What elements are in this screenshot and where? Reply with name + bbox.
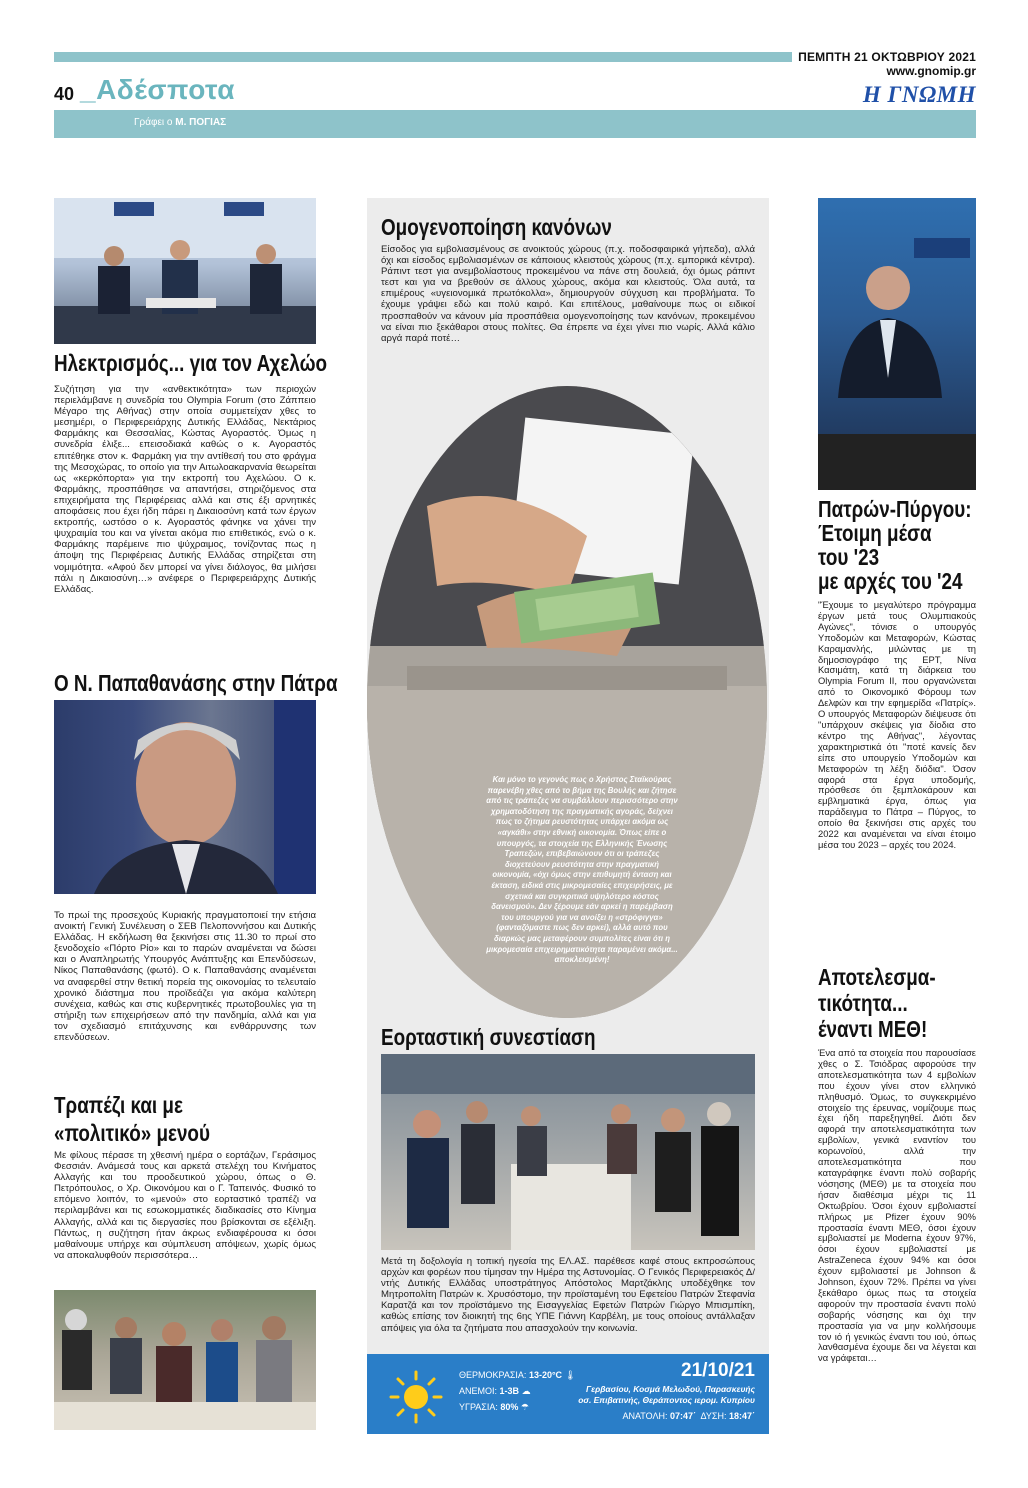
sun-times: ΑΝΑΤΟΛΗ: 07:47΄ ΔΥΣΗ: 18:47΄ — [622, 1411, 755, 1421]
article-title: Πατρών-Πύργου: — [818, 496, 972, 522]
page-number: 40 — [54, 84, 75, 104]
saints-line-2: οσ. Επιβατινής, Θεράποντος ιερομ. Κυπρίου — [578, 1395, 755, 1405]
article-body: "Έχουμε το μεγαλύτερο πρόγραμμα έργων μετά τους Ολυμπιακούς Αγώνες", τόνισε ο υπουργός Υποδομών και Μεταφορών, Κώστας Καραμανλής, μιλώντας με τη δημοσιογράφο της ΕΡΤ, Νίνα Κασιμάτη, κατά τη διάρκεια του Olympia Forum ΙΙ, που οργανώνεται από το Οικονομικό Φόρουμ των Δελφών και την εφημερίδα «Πατρίς». Ο υπουργός Μεταφορών διέψευσε ότι "υπάρχουν σκέψεις για δίοδια στο κέντρο της Αθήνας", λέγοντας χαρακτηριστικά ότι "ποτέ κανείς δεν είπε στο υπουργείο Υποδομών και Μεταφορών τη λέξη διόδια". Όσον αφορά στα έργα υποδομής, πρόσθεσε ότι ξεμπλοκάρουν και εμβληματικά έργα, όπως για παράδειγμα το Πάτρα – Πύργος, το οποίο θα ξεκινήσει στις αρχές του 2022 και αναμένεται να είναι έτοιμο μέσα του 2023 – αρχές του 2024. — [818, 599, 976, 850]
police-reception-photo — [381, 1054, 755, 1250]
karamanlis-photo — [818, 198, 976, 490]
weather-box — [367, 1354, 769, 1434]
issue-date: ΠΕΜΠΤΗ 21 ΟΚΤΩΒΡΙΟΥ 2021 — [792, 50, 976, 64]
forum-panel-photo — [54, 198, 316, 344]
thermometer-icon: 🌡 — [564, 1370, 577, 1380]
article-title: τικότητα... — [818, 990, 908, 1016]
section-title: _Αδέσποτα — [80, 74, 235, 105]
article-title: Ο Ν. Παπαθανάσης στην Πάτρα — [54, 670, 338, 696]
article-body: Μετά τη δοξολογία η τοπική ηγεσία της ΕΛ.ΑΣ. παρέθεσε καφέ στους εκπροσώπους αρχών και φορέων που τίμησαν την Ημέρα της Αστυνομίας. Ο Γενικός Περιφερειακός Δ/ντής Δυτικής Ελλάδας υποστράτηγος Απόστολος Μαρτζάκλης υποδέχθηκε τον Μητροπολίτη Πατρών κ. Χρυσόστομο, την προϊσταμένη του Εφετείου Πατρών Στεφανία Καρατζά και τον προϊστάμενο της Εισαγγελίας Εφετών Πατρών Γιώργο Μπισμπίκη, καθώς επίσης τον διοικητή της 6ης ΥΠΕ Γιάννη Καρβέλη, με τους οποίους αντάλλαξαν απόψεις για όλα τα ζητήματα που απασχολούν την κοινωνία. — [381, 1256, 755, 1334]
byline-author: Μ. ΠΟΓΙΑΣ — [175, 117, 227, 128]
article-title: με αρχές του '24 — [818, 568, 963, 594]
reception-illustration — [381, 1054, 755, 1250]
article-body: Συζήτηση για την «ανθεκτικότητα» των περιοχών περιελάμβανε η συνεδρία του Olympia Forum (στο Ζάππειο Μέγαρο της Αθήνας) στην οποία συμμετείχαν χθες το μεσημέρι, ο Περιφερειάρχης Δυτικής Ελλάδας, Νεκτάριος Φαρμάκης και Θεσσαλίας, Κώστας Αγοραστός. Όμως η συνεδρία έλιξε... επεισοδιακά καθώς ο κ. Αγοραστός επιτέθηκε στον κ. Φαρμάκη για την αντίθεσή του στο φράγμα της Μεσοχώρας, το οποίο για την Αιτωλοακαρνανία θεωρείται ως «κερκόπορτα» για την εκτροπή του Αχελώου. Ο κ. Φαρμάκης, προσπάθησε να απαντήσει, στηριζόμενος στα επιχειρήματα της Περιφέρειας αλλά και στις έξι αρνητικές αποφάσεις που έχει ήδη πάρει η Δικαιοσύνη κατά των έργων εκτροπής, ωστόσο ο κ. Αγοραστός φάνηκε να χάνει την ψυχραιμία του και να γίνεται ακόμα πιο επιθετικός, ενώ ο κ. Φαρμάκης παρέμεινε πιο ψύχραιμος, τονίζοντας πως η άποψη της Περιφέρειας Δυτικής Ελλάδας στηρίζεται στη νομιμότητα. «Αφού δεν μπορεί να γίνει διάλογος, θα μιλήσει πάλι η Δικαιοσύνη…» ανέφερε ο Περιφερειάρχης Δυτικής Ελλάδας. — [54, 384, 316, 595]
forum-panel-illustration — [54, 198, 316, 344]
humidity-icon: ☂ — [520, 1402, 529, 1412]
article-body: Με φίλους πέρασε τη χθεσινή ημέρα ο εορτάζων, Γεράσιμος Φεσσιάν. Ανάμεσά τους και αρκετά στελέχη του Κινήματος Αλλαγής και του προοδευτικού χώρου, όπως ο Θ. Πετρόπουλος, ο Χρ. Οικονόμου και ο Γ. Ταπεινός. Φυσικό το επόμενο λοιπόν, το «μενού» στο εορταστικό τραπέζι να περιλαμβάνει και τις εσωκομματικές διαδικασίες στο Κίνημα Αλλαγής, αλλά και τις διεργασίες που βρίσκονται σε εξέλιξη. Πάντως, η συζήτηση ήταν άκρως ενδιαφέρουσα κι όσοι μαθαίνουμε υπήρχε και σύμπλευση απόψεων, χωρίς όμως να αποκαλυφθούν περισσότερα… — [54, 1150, 316, 1261]
saints-line-1: Γερβασίου, Κοσμά Μελωδού, Παρασκευής — [586, 1384, 755, 1394]
friends-photo — [54, 1290, 316, 1430]
article-body: Το πρωί της προσεχούς Κυριακής πραγματοποιεί την ετήσια ανοικτή Γενική Συνέλευση ο ΣΕΒ Πελοποννήσου και Δυτικής Ελλάδας. Η εκδήλωση θα ξεκινήσει στις 11.30 το πρωί στο ξενοδοχείο «Πόρτο Ρίο» και το παρών αναμένεται να δώσει και ο Αναπληρωτής Υπουργός Ανάπτυξης και Επενδύσεων, Νίκος Παπαθανάσης (φωτό). Ο κ. Παπαθανάσης αναμένεται να αναφερθεί στην θετική πορεία της οικονομίας το τελευταίο χρονικό διάστημα που προϊδεάζει για ακόμα καλύτερη συνέχεια, καθώς και στις κυβερνητικές πρωτοβουλίες για τη στήριξη των επιχειρήσεων από την πανδημία, αλλά και για τον σχεδιασμό επιτάχυνσης και ενθάρρυνσης των επενδύσεων. — [54, 910, 316, 1044]
newspaper-logo: Η ΓΝΩΜΗ — [862, 82, 976, 107]
article-title: Τραπέζι και με — [54, 1092, 183, 1118]
humidity-readout: ΥΓΡΑΣΙΑ: 80% ☂ — [459, 1402, 529, 1412]
website-link[interactable]: www.gnomip.gr — [886, 64, 976, 78]
pull-quote: Και μόνο το γεγονός πως ο Χρήστος Σταϊκούρας παρενέβη χθες από το βήμα της Βουλής και ζήτησε από τις τράπεζες να συμβάλλουν περισσότερο στην χρηματοδότηση της πραγματικής αγοράς, δείχνει πως το ζήτημα ρευστότητας υπάρχει ακόμα ως «αγκάθι» στην εθνική οικονομία. Όπως είπε ο υπουργός, τα στοιχεία της Ελληνικής Ένωσης Τραπεζών, επιβεβαιώνουν ότι οι τράπεζες διοχετεύουν ρευστότητα στην πραγματική οικονομία, «όχι όμως στην επιθυμητή ένταση και έκταση, ειδικά στις μικρομεσαίες επιχειρήσεις, με σχετικά και συγκριτικά υψηλότερο κόστος δανεισμού». Δεν ξέρουμε εάν αρκεί η παρέμβαση του υπουργού για να ανοίξει η «στρόφιγγα» (φανταζόμαστε πως δεν αρκεί), αλλά αυτό που διαρκώς μας μεταφέρουν συμπολίτες είναι ότι η μικρομεσαία επιχειρηματικότητα παραμένει ακόμα... αποκλεισμένη! — [486, 775, 678, 965]
article-title: του '23 — [818, 544, 880, 570]
article-title: έναντι ΜΕΘ! — [818, 1016, 928, 1042]
article-title: Έτοιμη μέσα — [818, 520, 932, 546]
article-title: Αποτελεσμα- — [818, 964, 936, 990]
article-title: Ηλεκτρισμός... για τον Αχελώο — [54, 350, 328, 376]
article-body: Είσοδος για εμβολιασμένους σε ανοικτούς χώρους (π.χ. ποδοσφαιρικά γήπεδα), αλλά όχι και είσοδος εμβολιασμένων σε κάποιους κλειστούς χώρους (π.χ. εμπορικά κέντρα). Ράπιντ τεστ για ανεμβολίαστους προκειμένου να πάνε στη δουλειά, όχι όμως ράπιντ τεστ και για να βρεθούν σε άλλους χώρους, ακόμα και κλειστούς. Όλα αυτά, τα επιμέρους «υγειονομικά πρωτόκολλα», δημιουργούν σύγχυση και προβλήματα. Το έχουμε γράψει εδώ και πολύ καιρό. Και επιτέλους, μαθαίνουμε πως οι ειδικοί προσπαθούν να κάνουν μία προσπάθεια ομογενοποίησης των κανόνων, προκειμένου να είναι πιο ξεκάθαροι στους πολίτες. Θα έπρεπε να έχει γίνει πιο νωρίς. Αλλά κάλιο αργά παρά ποτέ… — [381, 244, 755, 344]
wind-icon: ☁ — [521, 1386, 531, 1396]
friends-illustration — [54, 1290, 316, 1430]
temperature-readout: ΘΕΡΜΟΚΡΑΣΙΑ: 13-20°C 🌡 — [459, 1370, 577, 1380]
article-title: Ομογενοποίηση κανόνων — [381, 214, 612, 240]
portrait-illustration — [54, 700, 316, 894]
article-title: «πολιτικό» μενού — [54, 1120, 210, 1146]
article-title: Εορταστική συνεστίαση — [381, 1024, 596, 1050]
article-body: Ένα από τα στοιχεία που παρουσίασε χθες ο Σ. Τσιόδρας αφορούσε την αποτελεσματικότητα των 4 εμβολίων που έχουν γίνει στον ελληνικό πληθυσμό. Όμως, το συγκεκριμένο στοιχείο της έρευνας, νομίζουμε πως έχει ήδη παρεξηγηθεί. Διότι δεν αφορά την αποτελεσματικότητα των εμβολίων, γενικά εναντίον του κορωνοϊού, αλλά την αποτελεσματικότητα που καταγράφηκε έναντι πολύ σοβαρής νόσησης (ΜΕΘ) με τα στοιχεία που ήσαν διαθέσιμα μέχρι τις 11 Οκτωβρίου. Όσοι έχουν εμβολιαστεί πλήρως με Pfizer έχουν 90% προστασία έναντι ΜΕΘ, όσοι έχουν εμβολιαστεί με Moderna έχουν 97%, όσοι έχουν εμβολιαστεί με AstraZeneca έχουν 94% και όσοι έχουν εμβολιαστεί με Johnson & Johnson, έχουν 72%. Πρέπει να γίνει ξεκάθαρο όμως πως τα στοιχεία αφορούν την προστασία έναντι πολύ σοβαρής νόσησης και όχι την προστασία για να μην κολλήσουμε τον ιό ή γενικώς έναντι του ιού, όπως λανθασμένα έχουμε δει να λέγεται και να γράφεται… — [818, 1047, 976, 1364]
speaker-illustration — [818, 198, 976, 490]
wind-readout: ΑΝΕΜΟΙ: 1-3B ☁ — [459, 1386, 531, 1396]
papathanasis-portrait — [54, 700, 316, 894]
sun-icon — [389, 1370, 443, 1424]
byline: Γράφει ο Μ. ΠΟΓΙΑΣ — [134, 117, 227, 128]
weather-date: 21/10/21 — [681, 1360, 755, 1381]
